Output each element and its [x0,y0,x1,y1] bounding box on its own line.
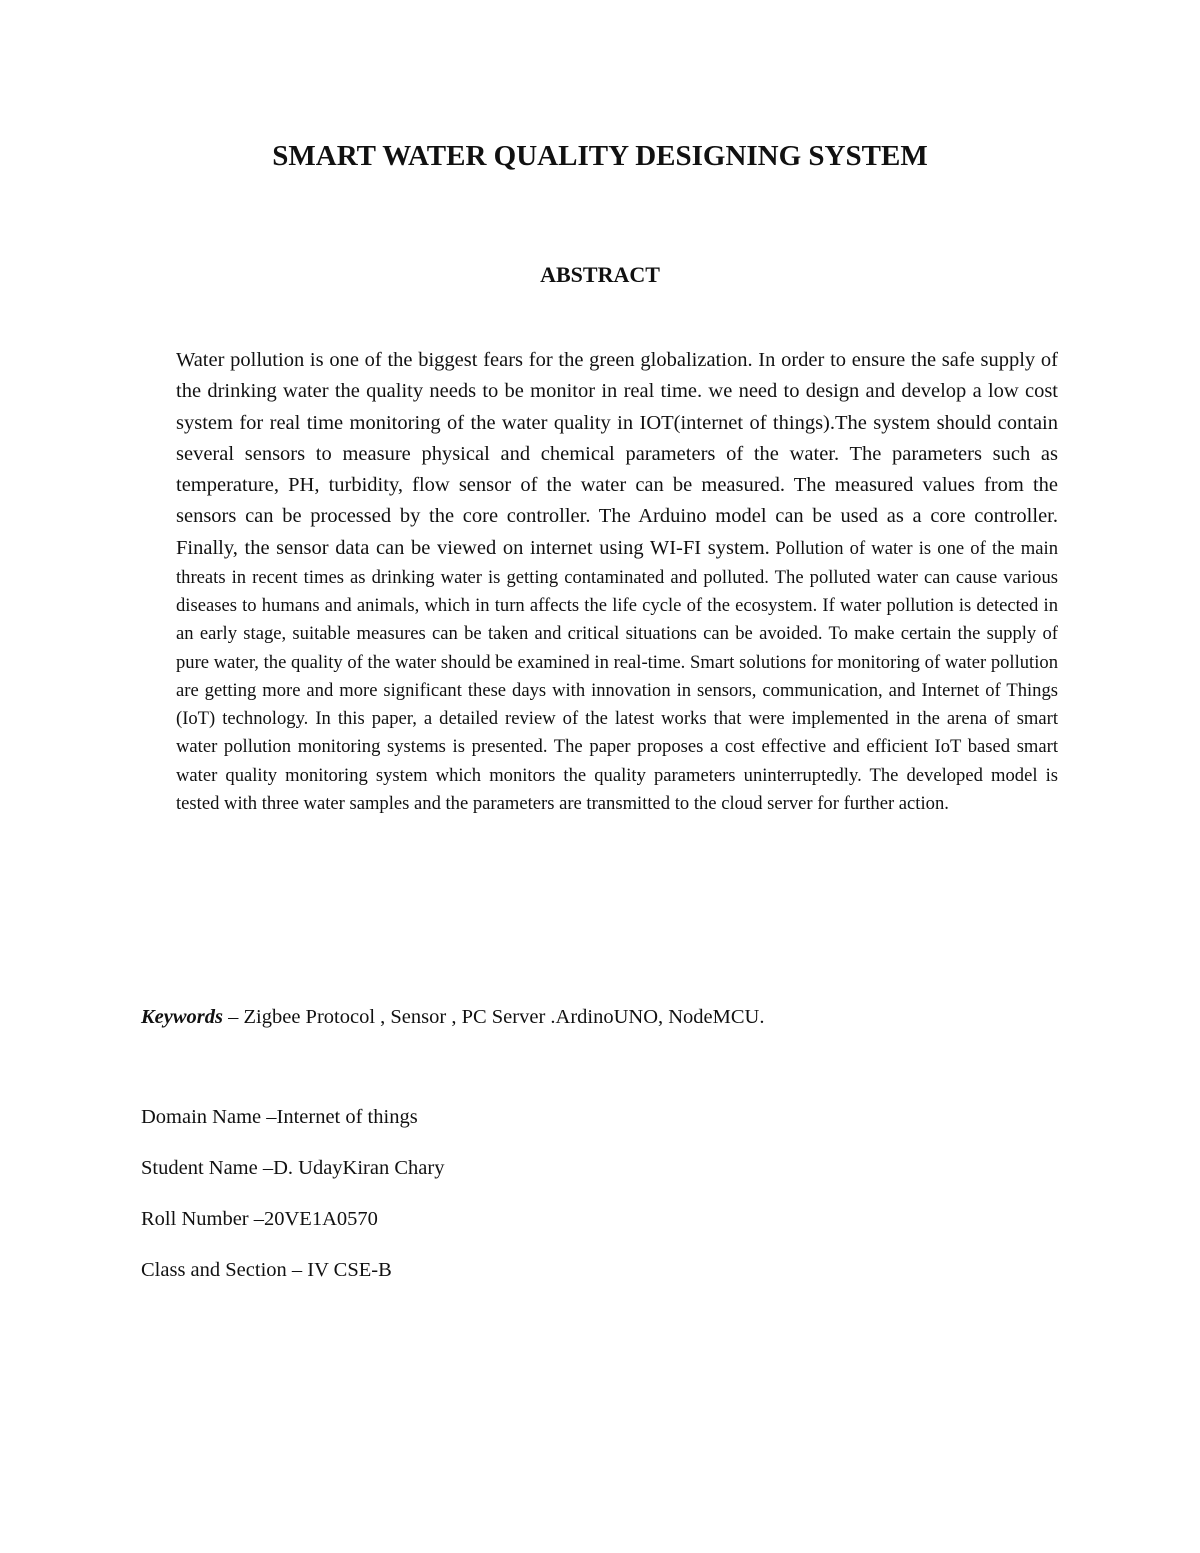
abstract-text-part2: Pollution of water is one of the main threats in recent times as drinking water is getting contaminated and polluted. The polluted water can cause various diseases to humans and animals, which in turn affects the life cycle of the ecosystem. If water pollution is detected in an early stage, suitable measures can be taken and critical situations can be avoided. To make certain the supply of pure water, the quality of the water should be examined in real-time. Smart solutions for monitoring of water pollution are getting more and more significant these days with innovation in sensors, communication, and Internet of Things (IoT) technology. In this paper, a detailed review of the latest works that were implemented in the arena of smart water pollution monitoring systems is presented. The paper proposes a cost effective and efficient IoT based smart water quality monitoring system which monitors the quality parameters uninterruptedly. The developed model is tested with three water samples and the parameters are transmitted to the cloud server for further action. [176,537,1058,814]
document-title: SMART WATER QUALITY DESIGNING SYSTEM [272,140,928,172]
keywords-text: – Zigbee Protocol , Sensor , PC Server .ArdinoUNO, NodeMCU. [223,1006,765,1028]
class-section-line: Class and Section – IV CSE-B [141,1259,392,1281]
abstract-text-part1: Water pollution is one of the biggest fears for the green globalization. In order to ensure the safe supply of the drinking water the quality needs to be monitor in real time. we need to design and develop a low cost system for real time monitoring of the water quality in IOT(internet of things).The system should contain several sensors to measure physical and chemical parameters of the water. The parameters such as temperature, PH, turbidity, flow sensor of the water can be measured. The measured values from the sensors can be processed by the core controller. The Arduino model can be used as a core controller. Finally, the sensor data can be viewed on internet using WI-FI system. [176,349,1058,559]
roll-number-line: Roll Number –20VE1A0570 [141,1208,378,1230]
abstract-paragraph [176,345,1058,818]
abstract-heading: ABSTRACT [540,262,660,287]
keywords-line [141,1006,1081,1029]
keywords-label: Keywords [141,1006,223,1028]
domain-name-line: Domain Name –Internet of things [141,1106,418,1128]
student-name-line: Student Name –D. UdayKiran Chary [141,1157,445,1179]
